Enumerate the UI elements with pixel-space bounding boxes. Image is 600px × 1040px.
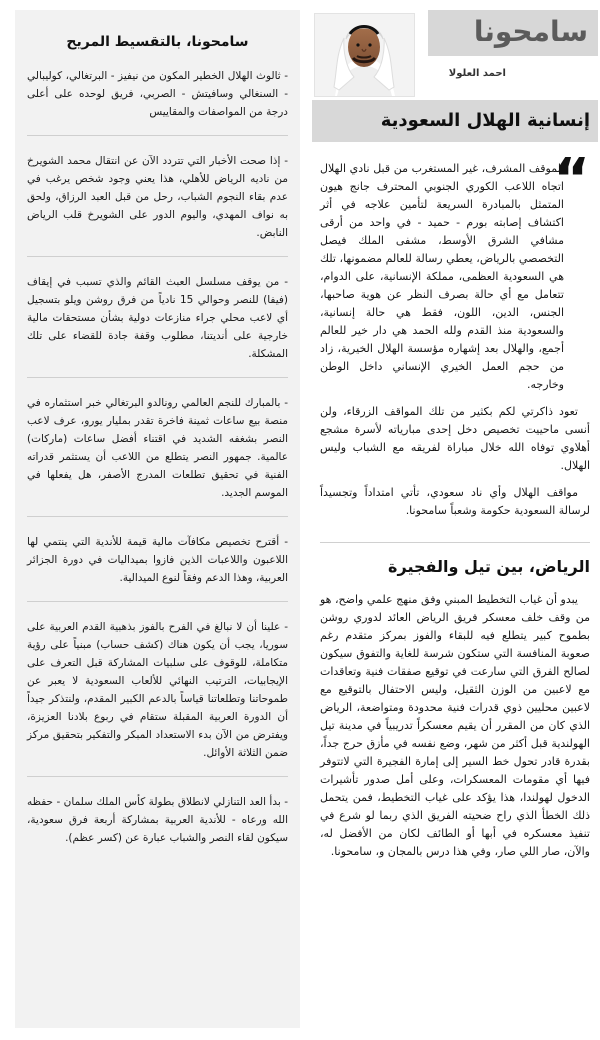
left-column-item: - ثالوث الهلال الخطير المكون من نيفيز - البرتغالي، كوليبالي - السنغالي وسافيتش - الصربي، فريق لوحده على أعلى درجة من المواصفات والمقاييس [27,67,288,136]
column-header [312,10,598,96]
author-photo [314,13,415,97]
left-column-item: - من يوقف مسلسل العبث القائم والذي تسبب في إيقاف (فيفا) للنصر وحوالي 15 نادياً من فرق روشن ويلو بتسجيل أي لاعب محلي جراء منازعات دولية بشأن مستحقات مالية خارجية على أنديتنا، مطلوب وقفة جادة للقضاء على تلك المشكلة. [27,273,288,378]
section-title: الرياض، بين تيل والفجيرة [320,542,590,579]
article-title: إنسانية الهلال السعودية [380,110,590,131]
left-column [15,10,300,1028]
article-paragraph: تعود ذاكرتي لكم بكثير من تلك المواقف الزرقاء، ولن أنسى ماحييت تخصيص دخل إحدى مبارياته لأسرة مشجع أهلاوي توفاه الله خلال مباراة لفريقه مع الشباب وليس الهلال. [320,405,590,472]
left-column-item: - بدأ العد التنازلي لانطلاق بطولة كأس الملك سلمان - حفظه الله ورعاه - للأندية العربية بمشاركة أربعة فرق سعودية، سيكون لقاء النصر والشباب عبارة عن (كسر عظم). [27,796,288,844]
section-paragraph: يبدو أن غياب التخطيط المبني وفق منهج علمي واضح، هو من وقف خلف معسكر فريق الرياض العائد لدوري روشن بطموح كبير يتطلع فيه للبقاء والفوز بمركز متقدم رغم صعوبة المنافسة التي ستكون شرسة للغاية والتفوق سيكون لصالح الفرق التي سارعت في توقيع صفقات فنية وتعاقدات مع لاعبين من الوزن الثقيل، وليس الاحتفال بالتوقيع مع لاعبين محليين ذوي قدرات فنية محدودة ومتواضعة، الرياض الذي كان من المقرر أن يقيم معسكراً تدريبياً في مدينة تيل الهولندية قبل أكثر من شهر، وضع نفسه في مأزق حرج جداً، بقدرة قادر تحول خط السير إلى إمارة الفجيرة التي لاتتوفر فيها أي مقومات المعسكرات، وعلى أمل صدور تأشيرات الدخول لهولندا، هذا يؤكد على غياب التخطيط، فمن يتحمل ذلك الخطأ الذي راح ضحيته الفريق الذي ربما لو شرع في تنفيذ معسكره في أبها أو الطائف لكان من الأفضل له، والآن، صار اللي صار، وفي هذا درس بالمجان و، سامحونا. [320,593,590,858]
article-box [312,142,598,1020]
column-brand [428,10,598,56]
article-title-bar [312,100,598,142]
right-column [312,10,598,1040]
left-column-item: - علينا أن لا نبالغ في الفرح بالفوز بذهبية القدم العربية على سوريا، يجب أن يكون هناك (كشف حساب) مبنياً على رؤية متكاملة، للوقوف على سلبيات المشاركة قبل التعرف على الإيجابيات، الترتيب النهائي للألعاب السعودية لا يعبر عن طموحاتنا وتطلعاتنا قياساً بالدعم الكبير المقدم، ولنتذكر جيداً أن الدورة العربية المقبلة ستقام في ربوع بلادنا العزيزة، ويفترض من الآن بدء الاستعداد المبكر والتفكير بتحقيق مركز ضمن الثلاثة الأوائل. [27,618,288,777]
author-name: احمد العلولا [448,68,506,79]
left-column-item: - بالمبارك للنجم العالمي رونالدو البرتغالي خبر استثماره في منصة بيع ساعات ثمينة فاخرة تقدر بمليار يورو، عرف لاعب النصر بشغفه الشديد في اقتناء أفضل ساعات (ماركات) عالمية. جمهور النصر يتطلع من اللاعب أن يستثمر قدراته الفنية في تحقيق تطلعات المدرج الأصفر، هل يفعلها في الموسم الجديد. [27,394,288,517]
article-paragraph: الموقف المشرف، غير المستغرب من قبل نادي الهلال اتجاه اللاعب الكوري الجنوبي المحترف جانج هيون المتمثل بالمبادرة السريعة لتأمين علاجه في أثر اكتشاف إصابته بورم - حميد - في واحد من أرقى مشافي الشرق الأوسط، مشفى الملك فيصل التخصصي بالرياض، يعطي رسالة للعالم مضمونها، تلك هي السعودية العظمى، مملكة الإنسانية، على الدوام، تتعامل مع أي حالة بصرف النظر عن هوية صاحبها، الجنس، الدين، اللون، فقط هي حالة إنسانية، والسعودية منذ القدم ولله الحمد هي دار خير للعالم أجمع، والهلال بعد إشهاره مؤسسة الهلال الخيرية، زاد من حجم العمل الخيري الإنساني داخل الوطن وخارجه. [320,162,564,391]
article-body [320,160,590,861]
author-portrait-icon [315,14,414,96]
article-paragraph: مواقف الهلال وأي ناد سعودي، تأتي امتداداً وتجسيداً لرسالة السعودية حكومة وشعباً سامحونا. [320,486,590,517]
left-column-items [27,67,288,861]
article-section-2 [320,542,590,861]
brand-name: سامحونا [473,15,588,48]
left-column-item: - أقترح تخصيص مكافآت مالية قيمة للأندية التي ينتمي لها اللاعبون واللاعبات الذين فازوا بميداليات في دورة الجزائر العربية، وهذا الدعم وفقاً لنوع الميدالية. [27,533,288,602]
left-column-title: سامحونا، بالتقسيط المريح [66,34,249,50]
quote-mark-icon: “ [553,147,590,212]
left-column-item: - إذا صحت الأخبار التي تتردد الآن عن انتقال محمد الشويرخ من ناديه الرياض للأهلي، هذا يعني وجود شخص يرغب في عدم بقاء النجوم الشباب، رحل من قبل العبد الرزاق، ولحق به نواف المهدي، واليوم الدور على الشويرخ قلب الرياض النابض. [27,152,288,257]
